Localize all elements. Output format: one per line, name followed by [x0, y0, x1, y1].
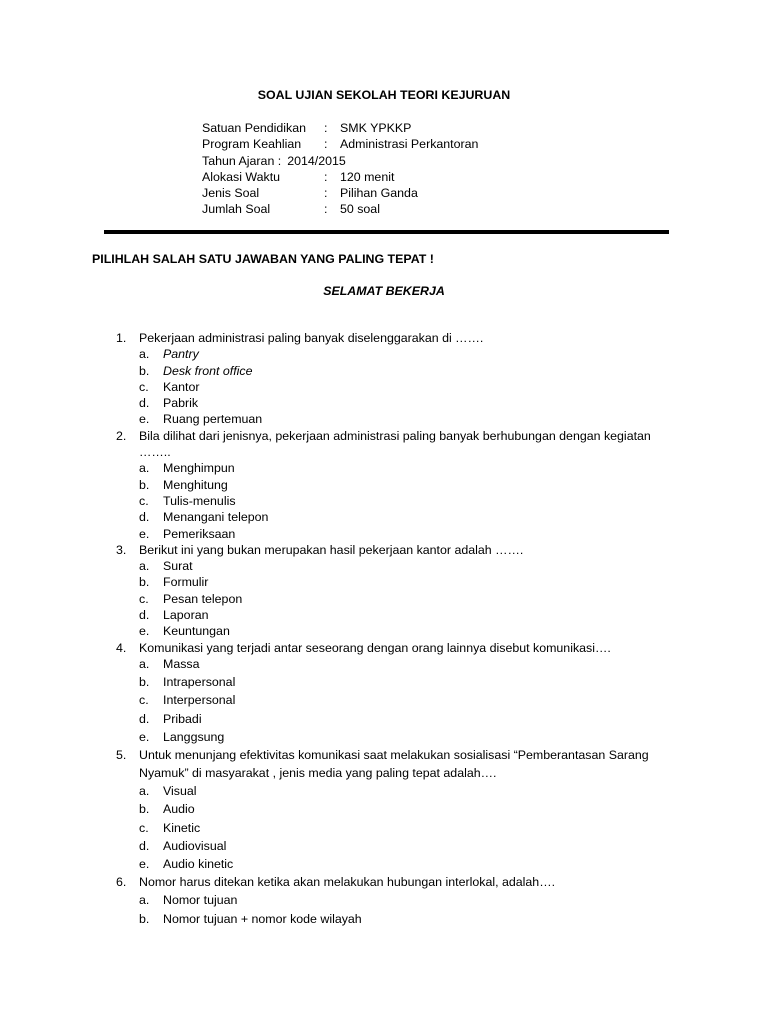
exam-info: [202, 122, 478, 220]
option-e: [0, 858, 768, 876]
option-text: Interpersonal: [163, 693, 236, 708]
option-text: Kinetic: [163, 820, 201, 835]
option-b: [0, 913, 768, 931]
question-number: 5.: [116, 747, 127, 762]
option-text: Formulir: [163, 575, 209, 590]
option-letter: a.: [139, 893, 150, 908]
option-b: [0, 479, 768, 495]
info-value: Administrasi Perkantoran: [340, 137, 479, 152]
question-line: [0, 749, 768, 767]
option-a: [0, 785, 768, 803]
question-number: 3.: [116, 542, 127, 557]
option-text: Nomor tujuan + nomor kode wilayah: [163, 911, 362, 926]
option-a: [0, 462, 768, 478]
option-text: Menghimpun: [163, 461, 235, 476]
option-b: [0, 576, 768, 592]
option-d: [0, 840, 768, 858]
option-letter: a.: [139, 784, 150, 799]
option-text: Visual: [163, 784, 197, 799]
option-text: Pemeriksaan: [163, 526, 236, 541]
option-e: [0, 625, 768, 641]
info-value: 2014/2015: [287, 153, 346, 168]
option-letter: e.: [139, 526, 150, 541]
option-letter: a.: [139, 461, 150, 476]
option-letter: d.: [139, 608, 150, 623]
option-text: Pabrik: [163, 396, 199, 411]
option-text: Surat: [163, 559, 193, 574]
option-letter: d.: [139, 396, 150, 411]
question-text: Untuk menunjang efektivitas komunikasi saat melakukan sosialisasi “Pemberantasan Sarang: [139, 747, 649, 762]
question-line: [0, 332, 768, 348]
option-text: Laporan: [163, 608, 209, 623]
option-e: [0, 528, 768, 544]
option-text: Langgsung: [163, 729, 225, 744]
instruction-text: PILIHLAH SALAH SATU JAWABAN YANG PALING TEPAT !: [92, 252, 434, 266]
info-separator: :: [324, 137, 328, 152]
option-c: [0, 381, 768, 397]
info-row-jumlah: [202, 203, 478, 219]
option-text: Audio: [163, 802, 195, 817]
option-letter: a.: [139, 656, 150, 671]
option-text: Menangani telepon: [163, 510, 269, 525]
option-letter: d.: [139, 711, 150, 726]
info-value: SMK YPKKP: [340, 121, 412, 135]
option-a: [0, 894, 768, 912]
question-6: [0, 876, 768, 931]
option-a: [0, 658, 768, 676]
option-a: [0, 348, 768, 364]
option-letter: e.: [139, 412, 150, 427]
info-separator: :: [324, 186, 328, 201]
info-label: Tahun Ajaran :: [202, 153, 282, 168]
option-b: [0, 365, 768, 381]
option-letter: b.: [139, 675, 150, 690]
option-c: [0, 495, 768, 511]
info-label: Jenis Soal: [202, 186, 260, 201]
option-e: [0, 413, 768, 429]
option-text: Pesan telepon: [163, 591, 243, 606]
info-value: 50 soal: [340, 202, 380, 217]
option-letter: a.: [139, 347, 150, 362]
question-4: [0, 642, 768, 749]
option-text: Massa: [163, 656, 200, 671]
question-text: ……..: [139, 445, 171, 460]
document-title: SOAL UJIAN SEKOLAH TEORI KEJURUAN: [257, 88, 511, 102]
header-divider: [104, 230, 669, 234]
option-letter: a.: [139, 559, 150, 574]
option-text: Keuntungan: [163, 624, 230, 639]
question-line: [0, 876, 768, 894]
question-list: [0, 332, 768, 931]
question-text: Bila dilihat dari jenisnya, pekerjaan administrasi paling banyak berhubungan dengan kegiatan: [139, 428, 651, 443]
question-text: Nomor harus ditekan ketika akan melakukan hubungan interlokal, adalah….: [139, 875, 556, 890]
option-letter: b.: [139, 363, 150, 378]
question-text: Berikut ini yang bukan merupakan hasil pekerjaan kantor adalah …….: [139, 542, 524, 557]
option-d: [0, 609, 768, 625]
question-line: [0, 430, 768, 446]
option-text: Audiovisual: [163, 838, 227, 853]
option-c: [0, 593, 768, 609]
info-label: Alokasi Waktu: [202, 169, 281, 184]
option-letter: b.: [139, 477, 150, 492]
option-letter: c.: [139, 591, 149, 606]
option-text: Intrapersonal: [163, 675, 236, 690]
info-row-alokasi: [202, 171, 478, 187]
option-letter: d.: [139, 510, 150, 525]
info-row-tahun: [202, 155, 478, 171]
option-letter: e.: [139, 729, 150, 744]
question-1: [0, 332, 768, 430]
option-letter: c.: [139, 820, 149, 835]
info-value: 120 menit: [340, 169, 395, 184]
question-2: [0, 430, 768, 544]
option-e: [0, 731, 768, 749]
info-row-satuan: [202, 122, 478, 138]
option-text: Desk front office: [163, 363, 253, 378]
question-text: Komunikasi yang terjadi antar seseorang dengan orang lainnya disebut komunikasi….: [139, 640, 611, 655]
option-d: [0, 397, 768, 413]
option-letter: e.: [139, 857, 150, 871]
option-d: [0, 713, 768, 731]
question-line: [0, 544, 768, 560]
option-b: [0, 676, 768, 694]
option-text: Menghitung: [163, 477, 228, 492]
option-letter: c.: [139, 493, 149, 508]
greeting-text: SELAMAT BEKERJA: [323, 284, 445, 298]
question-3: [0, 544, 768, 642]
option-b: [0, 803, 768, 821]
option-text: Pribadi: [163, 711, 202, 726]
option-letter: b.: [139, 802, 150, 817]
option-text: Kantor: [163, 379, 200, 394]
option-letter: b.: [139, 911, 150, 926]
info-row-jenis: [202, 187, 478, 203]
question-number: 2.: [116, 428, 127, 443]
question-number: 1.: [116, 331, 127, 345]
info-label: Program Keahlian: [202, 137, 302, 152]
option-d: [0, 511, 768, 527]
option-letter: d.: [139, 838, 150, 853]
info-label: Satuan Pendidikan: [202, 121, 307, 135]
question-number: 6.: [116, 875, 127, 890]
option-letter: c.: [139, 379, 149, 394]
option-text: Audio kinetic: [163, 857, 234, 871]
question-text: Nyamuk” di masyarakat , jenis media yang paling tepat adalah….: [139, 766, 497, 781]
option-letter: e.: [139, 624, 150, 639]
question-line: [0, 767, 768, 785]
question-5: [0, 749, 768, 876]
info-value: Pilihan Ganda: [340, 186, 418, 201]
question-text: Pekerjaan administrasi paling banyak diselenggarakan di …….: [139, 331, 484, 345]
option-letter: b.: [139, 575, 150, 590]
option-a: [0, 560, 768, 576]
option-text: Pantry: [163, 347, 199, 362]
option-text: Nomor tujuan: [163, 893, 238, 908]
info-separator: :: [324, 121, 328, 135]
question-line: [0, 446, 768, 462]
info-row-program: [202, 138, 478, 154]
info-label: Jumlah Soal: [202, 202, 271, 217]
option-c: [0, 822, 768, 840]
option-c: [0, 694, 768, 712]
option-text: Ruang pertemuan: [163, 412, 263, 427]
question-number: 4.: [116, 640, 127, 655]
option-letter: c.: [139, 693, 149, 708]
option-text: Tulis-menulis: [163, 493, 236, 508]
info-separator: :: [324, 202, 328, 217]
info-separator: :: [324, 169, 328, 184]
question-line: [0, 642, 768, 658]
